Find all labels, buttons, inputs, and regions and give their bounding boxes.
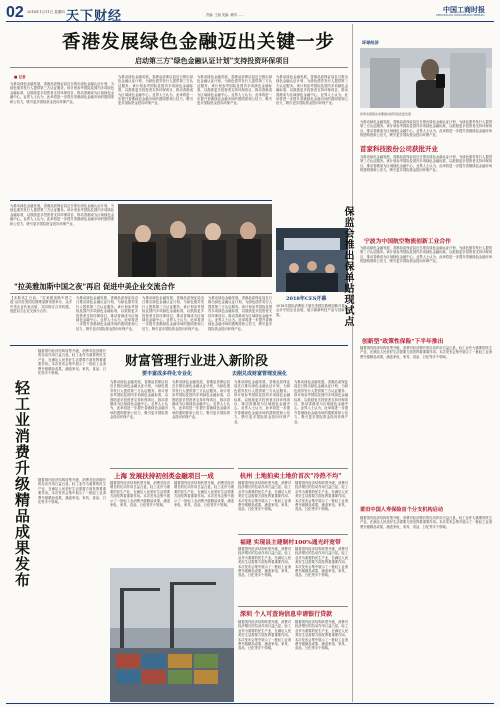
lead-subhead: 启动第三方"绿色金融认证计划"支持投资环保项目: [135, 56, 290, 65]
person-with-phone-illustration: [360, 48, 492, 108]
hangzhou-col2: 随着国内经济结构转型升级，消费对经济增长的拉动作用日益凸显。轻工业作为重要的民生产业，在满足人民美好生活需要方面发挥着重要作用。本次发布会集中展示了一批轻工业消费升级精品成果，涵盖家电、家具、食品、日化等多个领域。: [295, 481, 348, 512]
lead-body-col2: 为推动绿色金融发展，香港品质保证局近日推出绿色金融认证计划，为绿色债券发行人提供第三方认证服务。该计划参考国际及国内多项绿色金融标准，以鼓励更多投资者支持环保项目，推动香港成为区域绿色金融中心。业界人士认为，此举将进一步提升香港绿色金融市场的透明度和公信力，吸引更多国际资金投向环保产业。: [118, 75, 193, 106]
wealth-col2: 为推动绿色金融发展，香港品质保证局近日推出绿色金融认证计划，为绿色债券发行人提供第三方认证服务。该计划参考国际及国内多项绿色金融标准，以鼓励更多投资者支持环保项目，推动香港成为区域绿色金融中心。业界人士认为，此举将进一步提升香港绿色金融市场的透明度和公信力，吸引更多国际资金投向环保产业。: [172, 380, 230, 420]
right-column-rule: [352, 24, 353, 702]
middle-headline: "拉美雅加斯中国之夜"再启 促进中美企业交流合作: [14, 282, 175, 291]
harbor-photo: [110, 568, 234, 702]
right-article4-body: 随着国内经济结构转型升级，消费对经济增长的拉动作用日益凸显。轻工业作为重要的民生产业，在满足人民美好生活需要方面发挥着重要作用。本次发布会集中展示了一批轻工业消费升级精品成果，涵盖家电、家具、食品、日化等多个领域。: [360, 516, 492, 529]
shenzhen-rule: [238, 606, 348, 607]
vertical-banner-insurance: 保监会推出保单贴现试点: [342, 206, 353, 327]
harbor-crane-photo: [110, 568, 234, 702]
shanghai-col2: 随着国内经济结构转型升级，消费对经济增长的拉动作用日益凸显。轻工业作为重要的民生产业，在满足人民美好生活需要方面发挥着重要作用。本次发布会集中展示了一批轻工业消费升级精品成果，涵盖家电、家具、食品、日化等多个领域。: [174, 481, 234, 508]
issue-date: 2018年1月11日 星期四: [27, 10, 65, 14]
masthead-pinyin: ZHONGGUO GONGSHANG SHIBAO: [436, 14, 485, 17]
editor-line: 责编: 王丽 美编: 黄明 ……: [206, 13, 245, 17]
fujian-col1: 随着国内经济结构转型升级，消费对经济增长的拉动作用日益凸显。轻工业作为重要的民生产业，在满足人民美好生活需要方面发挥着重要作用。本次发布会集中展示了一批轻工业消费升级精品成果，涵盖家电、家具、食品、日化等多个领域。: [238, 547, 291, 578]
footer-rule: [6, 703, 494, 704]
wealth-col1: 为推动绿色金融发展，香港品质保证局近日推出绿色金融认证计划，为绿色债券发行人提供第三方认证服务。该计划参考国际及国内多项绿色金融标准，以鼓励更多投资者支持环保项目，推动香港成为区域绿色金融中心。业界人士认为，此举将进一步提升香港绿色金融市场的透明度和公信力，吸引更多国际资金投向环保产业。: [110, 380, 168, 420]
wealth-col3: 为推动绿色金融发展，香港品质保证局近日推出绿色金融认证计划，为绿色债券发行人提供第三方认证服务。该计划参考国际及国内多项绿色金融标准，以鼓励更多投资者支持环保项目，推动香港成为区域绿色金融中心。业界人士认为，此举将进一步提升香港绿色金融市场的透明度和公信力，吸引更多国际资金投向环保产业。: [234, 380, 290, 424]
business-photo: [118, 204, 272, 277]
middle-col2: 为推动绿色金融发展，香港品质保证局近日推出绿色金融认证计划，为绿色债券发行人提供第三方认证服务。该计划参考国际及国内多项绿色金融标准，以鼓励更多投资者支持环保项目，推动香港成为区域绿色金融中心。业界人士认为，此举将进一步提升香港绿色金融市场的透明度和公信力，吸引更多国际资金投向环保产业。: [76, 296, 138, 331]
right-article2-body: 为推动绿色金融发展，香港品质保证局近日推出绿色金融认证计划，为绿色债券发行人提供第三方认证服务。该计划参考国际及国内多项绿色金融标准，以鼓励更多投资者支持环保项目，推动香港成为区域绿色金融中心。业界人士认为，此举将进一步提升香港绿色金融市场的透明度和公信力，吸引更多国际资金投向环保产业。: [360, 246, 492, 264]
shanghai-headline: 上海 发展扶持初创类金融项目一成: [114, 472, 214, 480]
header-rule: [6, 21, 494, 22]
lower-rule: [10, 345, 348, 346]
masthead-name: 中国工商时报: [443, 5, 485, 14]
middle-side-text: 为推动绿色金融发展，香港品质保证局近日推出绿色金融认证计划，为绿色债券发行人提供第三方认证服务。该计划参考国际及国内多项绿色金融标准，以鼓励更多投资者支持环保项目，推动香港成为区域绿色金融中心。业界人士认为，此举将进一步提升香港绿色金融市场的透明度和公信力，吸引更多国际资金投向环保产业。: [10, 204, 114, 226]
section-banner: [66, 5, 126, 24]
section-title: 天下财经: [66, 9, 123, 24]
business-meeting-photo: [118, 204, 272, 277]
page-number: 02: [6, 4, 24, 21]
lead-rule: [10, 67, 348, 68]
right-photo-caption: 改革发展现实需要推动经济高质量发展: [360, 112, 412, 116]
right-article4-headline: 莆田中国人寿保险首个分支机构启动: [360, 507, 444, 513]
right-tag: 环球经济: [362, 40, 379, 45]
wealth-col4: 为推动绿色金融发展，香港品质保证局近日推出绿色金融认证计划，为绿色债券发行人提供第三方认证服务。该计划参考国际及国内多项绿色金融标准，以鼓励更多投资者支持环保项目，推动香港成为区域绿色金融中心。业界人士认为，此举将进一步提升香港绿色金融市场的透明度和公信力，吸引更多国际资金投向环保产业。: [294, 380, 348, 424]
right-photo: [360, 48, 492, 108]
lead-body-col1: 为推动绿色金融发展，香港品质保证局近日推出绿色金融认证计划，为绿色债券发行人提供第三方认证服务。该计划参考国际及国内多项绿色金融标准，以鼓励更多投资者支持环保项目，推动香港成为区域绿色金融中心。业界人士认为，此举将进一步提升香港绿色金融市场的透明度和公信力，吸引更多国际资金投向环保产业。: [10, 82, 114, 104]
right-article2-headline: 宁波为中国航空物流创新工业合作: [364, 239, 451, 245]
shenzhen-headline: 深圳 个人可查询信息申请银行贷款: [240, 611, 333, 618]
ces-photo: [276, 228, 348, 292]
hangzhou-headline: 杭州 土地拍卖土地价首次"冷热不均": [240, 473, 342, 480]
lead-body-col4: 为推动绿色金融发展，香港品质保证局近日推出绿色金融认证计划，为绿色债券发行人提供第三方认证服务。该计划参考国际及国内多项绿色金融标准，以鼓励更多投资者支持环保项目，推动香港成为区域绿色金融中心。业界人士认为，此举将进一步提升香港绿色金融市场的透明度和公信力，吸引更多国际资金投向环保产业。: [276, 75, 348, 106]
wealth-subhead-right: 去刚兑成财富管理发展化: [232, 371, 288, 377]
lead-byline: ■ 记者: [14, 75, 26, 79]
middle-rule-top: [10, 200, 272, 201]
shenzhen-col2: 随着国内经济结构转型升级，消费对经济增长的拉动作用日益凸显。轻工业作为重要的民生产业，在满足人民美好生活需要方面发挥着重要作用。本次发布会集中展示了一批轻工业消费升级精品成果，涵盖家电、家具、食品、日化等多个领域。: [295, 620, 348, 651]
ces-text: 2018年国际消费电子展在美国拉斯维加斯开幕，众多中国企业参展，展示最新科技产品与创新成果。: [276, 304, 348, 317]
middle-col4: 为推动绿色金融发展，香港品质保证局近日推出绿色金融认证计划，为绿色债券发行人提供第三方认证服务。该计划参考国际及国内多项绿色金融标准，以鼓励更多投资者支持环保项目，推动香港成为区域绿色金融中心。业界人士认为，此举将进一步提升香港绿色金融市场的透明度和公信力，吸引更多国际资金投向环保产业。: [208, 296, 272, 331]
shanghai-rule: [110, 468, 234, 469]
right-photo-text: 为推动绿色金融发展，香港品质保证局近日推出绿色金融认证计划，为绿色债券发行人提供第三方认证服务。该计划参考国际及国内多项绿色金融标准，以鼓励更多投资者支持环保项目，推动香港成为区域绿色金融中心。业界人士认为，此举将进一步提升香港绿色金融市场的透明度和公信力，吸引更多国际资金投向环保产业。: [360, 120, 492, 138]
middle-rule: [10, 293, 272, 294]
ces-event-photo: [276, 228, 348, 292]
fujian-headline: 福建 实现县主建制村100%通光纤宽带: [240, 540, 341, 546]
fujian-rule: [238, 534, 348, 535]
right-article3-headline: 创新型"政策性保险"下半年推出: [362, 339, 444, 345]
vertical-headline-light-industry: 轻工业消费升级精品成果发布: [13, 380, 31, 588]
right-article3-body: 随着国内经济结构转型升级，消费对经济增长的拉动作用日益凸显。轻工业作为重要的民生产业，在满足人民美好生活需要方面发挥着重要作用。本次发布会集中展示了一批轻工业消费升级精品成果，涵盖家电、家具、食品、日化等多个领域。: [360, 346, 492, 359]
shenzhen-col1: 随着国内经济结构转型升级，消费对经济增长的拉动作用日益凸显。轻工业作为重要的民生产业，在满足人民美好生活需要方面发挥着重要作用。本次发布会集中展示了一批轻工业消费升级精品成果，涵盖家电、家具、食品、日化等多个领域。: [238, 620, 291, 651]
wealth-headline: 财富管理行业进入新阶段: [125, 354, 269, 369]
middle-col3: 为推动绿色金融发展，香港品质保证局近日推出绿色金融认证计划，为绿色债券发行人提供第三方认证服务。该计划参考国际及国内多项绿色金融标准，以鼓励更多投资者支持环保项目，推动香港成为区域绿色金融中心。业界人士认为，此举将进一步提升香港绿色金融市场的透明度和公信力，吸引更多国际资金投向环保产业。: [142, 296, 204, 331]
lead-body-col3: 为推动绿色金融发展，香港品质保证局近日推出绿色金融认证计划，为绿色债券发行人提供第三方认证服务。该计划参考国际及国内多项绿色金融标准，以鼓励更多投资者支持环保项目，推动香港成为区域绿色金融中心。业界人士认为，此举将进一步提升香港绿色金融市场的透明度和公信力，吸引更多国际资金投向环保产业。: [197, 75, 272, 106]
hangzhou-rule: [238, 468, 348, 469]
light-industry-text-a: 随着国内经济结构转型升级，消费对经济增长的拉动作用日益凸显。轻工业作为重要的民生产业，在满足人民美好生活需要方面发挥着重要作用。本次发布会集中展示了一批轻工业消费升级精品成果，涵盖家电、家具、食品、日化等多个领域。: [38, 349, 106, 376]
ces-caption: 2018年CES开幕: [286, 296, 327, 302]
right-article1-body: 为推动绿色金融发展，香港品质保证局近日推出绿色金融认证计划，为绿色债券发行人提供第三方认证服务。该计划参考国际及国内多项绿色金融标准，以鼓励更多投资者支持环保项目，推动香港成为区域绿色金融中心。业界人士认为，此举将进一步提升香港绿色金融市场的透明度和公信力，吸引更多国际资金投向环保产业。: [360, 155, 492, 173]
lead-headline: 香港发展绿色金融迈出关键一步: [62, 32, 336, 53]
fujian-col2: 随着国内经济结构转型升级，消费对经济增长的拉动作用日益凸显。轻工业作为重要的民生产业，在满足人民美好生活需要方面发挥着重要作用。本次发布会集中展示了一批轻工业消费升级精品成果，涵盖家电、家具、食品、日化等多个领域。: [295, 547, 348, 578]
hangzhou-col1: 随着国内经济结构转型升级，消费对经济增长的拉动作用日益凸显。轻工业作为重要的民生产业，在满足人民美好生活需要方面发挥着重要作用。本次发布会集中展示了一批轻工业消费升级精品成果，涵盖家电、家具、食品、日化等多个领域。: [238, 481, 291, 512]
shanghai-col1: 随着国内经济结构转型升级，消费对经济增长的拉动作用日益凸显。轻工业作为重要的民生产业，在满足人民美好生活需要方面发挥着重要作用。本次发布会集中展示了一批轻工业消费升级精品成果，涵盖家电、家具、食品、日化等多个领域。: [110, 481, 170, 508]
wealth-subhead-left: 要丰富成多样化专业化: [142, 371, 193, 377]
right-article1-headline: 首家科技股份公司获批开业: [360, 145, 438, 153]
middle-col1: 【本报讯】日前，"拉美雅加斯中国之夜"活动在美国拉斯维加斯再度举办，众多中美企业代表出席，共同探讨合作机遇，促进双方企业交流与合作。: [10, 296, 72, 314]
light-industry-text-b: 随着国内经济结构转型升级，消费对经济增长的拉动作用日益凸显。轻工业作为重要的民生产业，在满足人民美好生活需要方面发挥着重要作用。本次发布会集中展示了一批轻工业消费升级精品成果，涵盖家电、家具、食品、日化等多个领域。: [38, 478, 106, 505]
